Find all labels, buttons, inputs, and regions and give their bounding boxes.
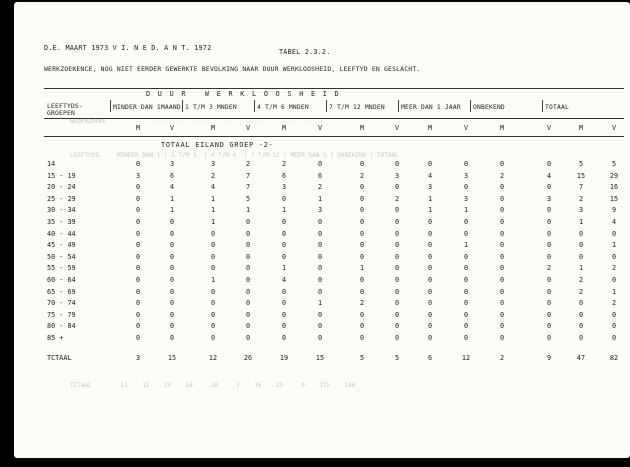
table-row-cell: 0 [463, 264, 469, 273]
table-row-cell: 0 [578, 229, 584, 238]
table-row-cell: 0 [245, 276, 251, 284]
table-row-cell: 0 [135, 229, 141, 238]
table-row-cell: 2 [210, 171, 216, 180]
table-row-cell: 0 [611, 229, 617, 238]
total-row-cell: 6 [427, 354, 433, 362]
table-row-cell: 4 [427, 171, 433, 180]
table-row-cell: 0 [499, 322, 505, 331]
sex-label: V [169, 124, 175, 132]
column-group-divider [542, 100, 543, 112]
table-row-cell: 3 [317, 206, 323, 215]
total-row-cell: 47 [576, 354, 586, 362]
table-row-cell: 0 [427, 218, 433, 226]
table-row-cell: 0 [578, 322, 584, 331]
table-row-cell: 0 [546, 229, 552, 238]
table-row-cell: 1 [210, 206, 216, 215]
table-row-cell: 0 [394, 183, 400, 192]
table-row-cell: 2 [394, 194, 400, 203]
table-row-cell: 0 [499, 334, 505, 342]
age-group-header [47, 103, 83, 117]
table-row-cell: 4 [169, 183, 175, 192]
table-row-cell: 9 [611, 206, 617, 215]
table-row-cell: 0 [359, 229, 365, 238]
table-row-cell: 0 [135, 160, 141, 168]
bleed-through-text: WEDERZOEKE ---- -------- ---- ---- --- ---- --- [70, 118, 316, 125]
table-row-cell: 0 [499, 194, 505, 203]
table-row-cell: 3 [169, 160, 175, 168]
table-row-cell: 1 [281, 206, 287, 215]
table-row-cell: 3 [135, 171, 141, 180]
table-row-cell: 0 [499, 264, 505, 273]
total-row-cell: 12 [208, 354, 218, 362]
table-row-cell: 6 [169, 171, 175, 180]
total-row-cell: 12 [461, 354, 471, 362]
table-row-cell: 0 [210, 299, 216, 308]
table-row-cell: 0 [359, 194, 365, 203]
table-row-cell: 0 [499, 310, 505, 319]
table-row-cell: 0 [611, 252, 617, 261]
table-row-cell: 0 [317, 252, 323, 261]
table-row-cell: 2 [317, 183, 323, 192]
table-row-cell: 0 [546, 218, 552, 226]
table-row-cell: 1 [210, 276, 216, 284]
table-row-cell: 0 [317, 160, 323, 168]
table-row-cell: 0 [317, 276, 323, 284]
column-group-divider [110, 100, 111, 112]
table-row-cell: 15 [576, 171, 586, 180]
table-row-cell: 0 [546, 241, 552, 250]
table-row-cell: 0 [169, 299, 175, 308]
table-row-cell: 0 [427, 310, 433, 319]
column-group-label: 7 T/M 12 MNDEN [329, 104, 385, 111]
table-row-cell: 0 [317, 264, 323, 273]
sex-label: M [210, 124, 216, 132]
table-row-label: 40 - 44 [47, 229, 76, 238]
table-row-cell: 0 [463, 299, 469, 308]
column-group-label: 1 T/M 3 MNDEN [185, 104, 237, 111]
table-row-cell: 0 [317, 241, 323, 250]
table-row-cell: 0 [359, 241, 365, 250]
table-row-cell: 0 [245, 334, 251, 342]
table-row-cell: 7 [578, 183, 584, 192]
sex-label: V [245, 124, 251, 132]
table-row-cell: 6 [281, 171, 287, 180]
table-row-cell: 0 [281, 241, 287, 250]
table-row-cell: 0 [135, 252, 141, 261]
table-row-cell: 1 [578, 218, 584, 226]
table-row-cell: 2 [578, 194, 584, 203]
table-row-cell: 0 [359, 322, 365, 331]
sex-label: M [359, 124, 365, 132]
table-row-cell: 2 [611, 264, 617, 273]
table-row-cell: 2 [578, 287, 584, 296]
table-row-cell: 1 [611, 287, 617, 296]
table-row-cell: 0 [169, 252, 175, 261]
table-row-cell: 0 [546, 276, 552, 284]
table-row-cell: 1 [463, 241, 469, 250]
table-row-cell: 0 [135, 334, 141, 342]
table-row-cell: 0 [546, 299, 552, 308]
sex-label: V [463, 124, 469, 132]
table-row-cell: 0 [394, 264, 400, 273]
table-row-cell: 0 [135, 287, 141, 296]
table-row-label: 45 - 49 [47, 241, 76, 250]
table-row-cell: 0 [394, 241, 400, 250]
table-row-cell: 2 [359, 171, 365, 180]
table-row-cell: 0 [281, 287, 287, 296]
table-ref: TABEL 2.3.2. [279, 48, 331, 56]
table-row-cell: 0 [463, 218, 469, 226]
column-group-label: ONBEKEND [473, 104, 505, 111]
column-group-label: TOTAAL [545, 104, 569, 111]
table-row-cell: 1 [463, 206, 469, 215]
table-row-cell: 1 [611, 241, 617, 250]
table-row-cell: 0 [359, 252, 365, 261]
table-row-cell: 3 [394, 171, 400, 180]
table-row-cell: 0 [394, 334, 400, 342]
table-row-cell: 0 [135, 194, 141, 203]
table-row-cell: 4 [281, 276, 287, 284]
table-row-cell: 0 [611, 334, 617, 342]
table-row-cell: 0 [169, 218, 175, 226]
table-row-cell: 0 [135, 218, 141, 226]
table-row-cell: 2 [359, 299, 365, 308]
bleed-through-text: LEEFTYDS- MINDER DAN 1 | 1 T/M 3 | 4 T/M 6 | 7 T/M 12 | MEER DAN 1 | ONBEKEND | TOTAAL [70, 152, 399, 159]
sex-label: M [281, 124, 287, 132]
table-row-cell: 0 [499, 206, 505, 215]
sex-label: M [427, 124, 433, 132]
table-row-cell: 0 [578, 334, 584, 342]
table-row-cell: 3 [463, 194, 469, 203]
column-group-divider [182, 100, 183, 112]
table-row-cell: 0 [359, 218, 365, 226]
table-row-cell: 0 [317, 229, 323, 238]
sex-label: V [546, 124, 552, 132]
table-row-cell: 0 [394, 310, 400, 319]
table-row-cell: 1 [359, 264, 365, 273]
table-row-label: 80 - 84 [47, 322, 76, 331]
header-rule-bottom [44, 136, 624, 137]
table-row-cell: 0 [210, 287, 216, 296]
table-row-cell: 0 [281, 299, 287, 308]
age-header-line-2: GROEPEN [47, 110, 75, 117]
table-row-cell: 0 [499, 241, 505, 250]
table-row-cell: 2 [499, 171, 505, 180]
table-row-label: 20 - 24 [47, 183, 76, 192]
table-row-cell: 0 [135, 310, 141, 319]
table-row-cell: 0 [245, 229, 251, 238]
table-row-cell: 0 [499, 276, 505, 284]
total-row-cell: 5 [394, 354, 400, 362]
table-row-cell: 0 [463, 287, 469, 296]
table-row-label: 60 - 64 [47, 276, 76, 284]
table-row-cell: 2 [578, 276, 584, 284]
table-row-cell: 0 [427, 322, 433, 331]
table-row-cell: 29 [609, 171, 619, 180]
table-row-cell: 0 [546, 310, 552, 319]
age-header-line-1: LEEFTYDS- [47, 103, 83, 110]
sex-label: M [578, 124, 584, 132]
table-row-cell: 0 [135, 299, 141, 308]
table-row-cell: 0 [611, 322, 617, 331]
table-row-cell: 0 [281, 229, 287, 238]
table-row-cell: 2 [611, 299, 617, 308]
source-line: D.E. MAART 1973 V I. N E D. A N T. 1972 [44, 44, 212, 52]
table-row-cell: 0 [245, 322, 251, 331]
table-row-label: 30 - 34 [47, 206, 76, 215]
table-row-cell: 3 [210, 160, 216, 168]
sex-label: V [611, 124, 617, 132]
table-row-cell: 0 [281, 310, 287, 319]
table-row-cell: 0 [210, 264, 216, 273]
table-row-cell: 1 [427, 206, 433, 215]
table-row-cell: 7 [245, 183, 251, 192]
table-row-cell: 1 [169, 194, 175, 203]
table-row-label: 55 - 59 [47, 264, 76, 273]
sex-label: M [499, 124, 505, 132]
table-row-cell: 4 [546, 171, 552, 180]
table-row-cell: 0 [499, 299, 505, 308]
total-row-cell: 2 [499, 354, 505, 362]
table-row-cell: 0 [210, 322, 216, 331]
table-row-label: 14 [47, 160, 56, 168]
table-row-cell: 0 [135, 276, 141, 284]
table-row-cell: 0 [499, 218, 505, 226]
table-row-cell: 0 [546, 322, 552, 331]
table-row-cell: 1 [317, 194, 323, 203]
header-rule-top [44, 88, 624, 89]
table-row-cell: 0 [210, 310, 216, 319]
table-row-cell: 0 [317, 310, 323, 319]
column-group-divider [398, 100, 399, 112]
table-row-cell: 0 [281, 322, 287, 331]
table-row-cell: 2 [245, 160, 251, 168]
table-row-cell: 16 [609, 183, 619, 192]
table-row-cell: 0 [135, 322, 141, 331]
table-row-cell: 0 [359, 183, 365, 192]
table-row-cell: 15 [609, 194, 619, 203]
total-row-cell: 5 [359, 354, 365, 362]
column-group-divider [254, 100, 255, 112]
table-row-cell: 1 [210, 194, 216, 203]
total-row-cell: 26 [243, 354, 253, 362]
table-row-cell: 0 [394, 160, 400, 168]
table-row-cell: 0 [169, 287, 175, 296]
sex-label: V [317, 124, 323, 132]
table-row-cell: 0 [578, 252, 584, 261]
table-row-cell: 0 [245, 287, 251, 296]
table-row-cell: 3 [578, 206, 584, 215]
table-row-cell: 0 [427, 241, 433, 250]
column-group-divider [326, 100, 327, 112]
table-row-cell: 0 [394, 299, 400, 308]
table-row-cell: 3 [427, 183, 433, 192]
table-row-cell: 0 [546, 206, 552, 215]
table-row-cell: 3 [463, 171, 469, 180]
total-row-cell: 82 [609, 354, 619, 362]
table-row-cell: 0 [169, 310, 175, 319]
table-row-cell: 0 [317, 334, 323, 342]
table-row-cell: 0 [463, 252, 469, 261]
table-row-cell: 0 [359, 310, 365, 319]
table-row-cell: 0 [611, 276, 617, 284]
table-row-cell: 0 [359, 334, 365, 342]
table-row-cell: 0 [578, 241, 584, 250]
table-row-cell: 3 [546, 194, 552, 203]
table-row-label: 25 - 29 [47, 194, 76, 203]
table-row-cell: 0 [463, 322, 469, 331]
table-row-cell: 0 [210, 334, 216, 342]
sex-label: V [394, 124, 400, 132]
duration-banner: D U U R W E R K L O O S H E I D [146, 90, 341, 98]
table-row-cell: 0 [427, 229, 433, 238]
column-group-label: MEER DAN 1 JAAR [401, 104, 461, 111]
table-row-cell: 0 [546, 183, 552, 192]
table-row-cell: 0 [578, 310, 584, 319]
document-sheet [14, 2, 630, 458]
section-title: TOTAAL EILAND GROEP -2- [161, 141, 274, 149]
table-row-cell: 0 [463, 310, 469, 319]
column-group-label: MINDER DAN 1MAAND [113, 104, 181, 111]
table-row-cell: 0 [245, 310, 251, 319]
table-row-cell: 4 [210, 183, 216, 192]
table-row-cell: 3 [281, 183, 287, 192]
table-row-cell: 0 [394, 276, 400, 284]
table-row-cell: 0 [169, 322, 175, 331]
table-row-cell: 0 [394, 252, 400, 261]
total-row-cell: 15 [167, 354, 177, 362]
table-row-cell: 0 [427, 299, 433, 308]
table-row-cell: 0 [169, 229, 175, 238]
total-row-cell: 19 [279, 354, 289, 362]
table-subtitle: WERKZOEKENCE, NOG NIET EERDER GEWERKTE BEVOLKING NAAR DUUR WERKLOOSHEID, LEEFTYD EN GESLACHT. [44, 65, 421, 73]
table-row-cell: 0 [359, 276, 365, 284]
table-row-cell: 0 [427, 334, 433, 342]
table-row-cell: 0 [546, 160, 552, 168]
table-row-cell: 0 [245, 299, 251, 308]
table-row-cell: 0 [359, 206, 365, 215]
total-row-cell: 3 [135, 354, 141, 362]
table-row-cell: 2 [546, 264, 552, 273]
table-row-cell: 0 [427, 160, 433, 168]
table-row-cell: 5 [611, 160, 617, 168]
table-row-cell: 1 [578, 264, 584, 273]
table-row-cell: 0 [611, 310, 617, 319]
table-row-cell: 0 [169, 264, 175, 273]
total-row-cell: 9 [546, 354, 552, 362]
table-row-cell: 0 [281, 334, 287, 342]
table-row-cell: 0 [245, 252, 251, 261]
table-row-cell: 0 [135, 206, 141, 215]
table-row-cell: 0 [210, 252, 216, 261]
table-row-cell: 0 [317, 287, 323, 296]
table-row-cell: 0 [394, 287, 400, 296]
table-row-label: 35 - 39 [47, 218, 76, 226]
table-row-cell: 5 [578, 160, 584, 168]
table-row-cell: 0 [394, 322, 400, 331]
table-row-cell: 0 [499, 229, 505, 238]
header-rule-mid [44, 118, 624, 119]
table-row-label: 15 - 19 [47, 171, 76, 180]
table-row-cell: 5 [245, 194, 251, 203]
table-row-cell: 1 [210, 218, 216, 226]
table-row-cell: 0 [245, 218, 251, 226]
table-row-label: 85 + [47, 334, 64, 342]
table-row-cell: 0 [463, 160, 469, 168]
table-row-cell: 1 [427, 194, 433, 203]
table-row-cell: 0 [317, 218, 323, 226]
table-row-cell: 4 [611, 218, 617, 226]
table-row-cell: 0 [169, 276, 175, 284]
table-row-label: 70 - 74 [47, 299, 76, 308]
table-row-cell: 1 [281, 264, 287, 273]
table-row-cell: 0 [463, 276, 469, 284]
table-row-cell: 0 [394, 229, 400, 238]
table-row-cell: 0 [135, 183, 141, 192]
table-row-cell: 0 [499, 287, 505, 296]
table-row-cell: 6 [317, 171, 323, 180]
table-row-cell: 0 [359, 160, 365, 168]
table-row-cell: 0 [394, 218, 400, 226]
bleed-through-text: TCTAAL 11 12 24 16 10 7 16 23 9 175 190 [70, 382, 356, 389]
table-row-cell: 0 [427, 287, 433, 296]
table-row-cell: 1 [317, 299, 323, 308]
column-group-divider [470, 100, 471, 112]
table-row-cell: 0 [210, 229, 216, 238]
table-row-cell: 1 [245, 206, 251, 215]
table-row-cell: 0 [499, 252, 505, 261]
total-row-cell: 15 [315, 354, 325, 362]
table-row-cell: 0 [281, 194, 287, 203]
table-row-cell: 0 [245, 264, 251, 273]
table-row-cell: 0 [463, 334, 469, 342]
table-row-label: 65 - 69 [47, 287, 76, 296]
table-row-cell: 0 [281, 252, 287, 261]
table-row-cell: 0 [210, 241, 216, 250]
table-row-cell: 0 [427, 264, 433, 273]
table-row-cell: 0 [463, 229, 469, 238]
column-group-label: 4 T/M 6 MNDEN [257, 104, 309, 111]
table-row-cell: 0 [135, 241, 141, 250]
table-row-cell: 0 [546, 252, 552, 261]
table-row-cell: 0 [169, 241, 175, 250]
table-row-cell: 0 [427, 276, 433, 284]
table-row-cell: 2 [281, 160, 287, 168]
table-row-cell: 0 [463, 183, 469, 192]
table-row-cell: 0 [169, 334, 175, 342]
table-row-cell: 0 [546, 334, 552, 342]
table-row-cell: 1 [169, 206, 175, 215]
table-row-cell: 0 [546, 287, 552, 296]
table-row-label: 75 - 79 [47, 310, 76, 319]
table-row-label: 50 - 54 [47, 252, 76, 261]
table-row-cell: 7 [245, 171, 251, 180]
table-row-cell: 0 [317, 322, 323, 331]
table-row-cell: 0 [245, 241, 251, 250]
table-row-cell: 0 [281, 218, 287, 226]
table-row-cell: 0 [427, 252, 433, 261]
table-row-cell: 0 [394, 206, 400, 215]
table-row-cell: 0 [578, 299, 584, 308]
table-row-cell: 0 [359, 287, 365, 296]
table-row-cell: 0 [499, 160, 505, 168]
table-row-cell: 0 [499, 183, 505, 192]
table-row-cell: 0 [135, 264, 141, 273]
total-row-label: TCTAAL [47, 354, 72, 362]
sex-label: M [135, 124, 141, 132]
